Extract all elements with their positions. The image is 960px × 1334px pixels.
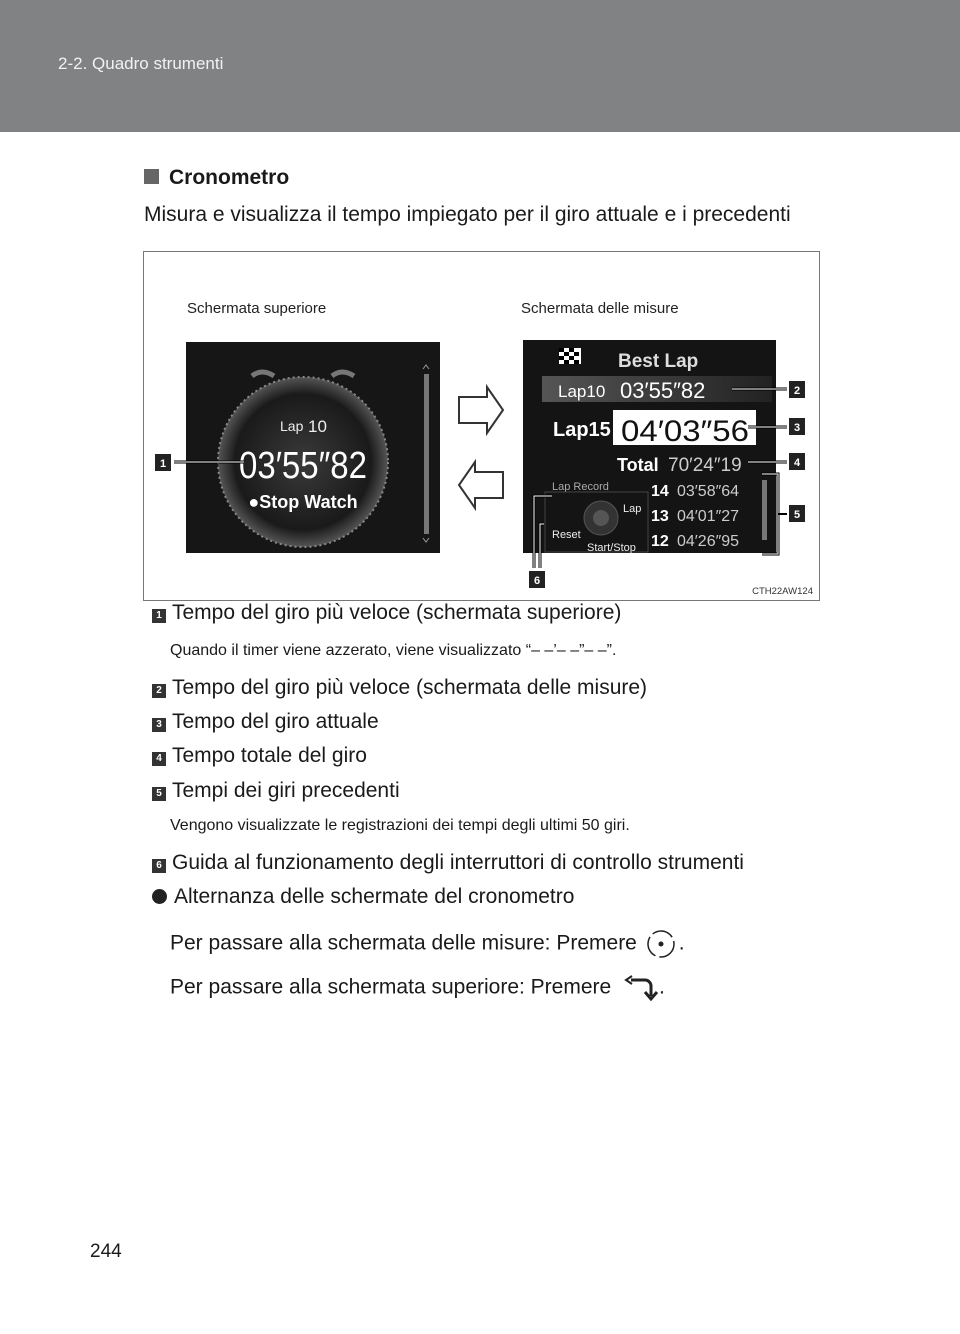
record-lap-2: 13 [651,508,669,525]
item-2: 2 Tempo del giro più veloce (schermata delle misure) [152,676,647,700]
switch-to-top: Per passare alla schermata superiore: Premere . [170,973,665,1003]
record-time-2: 04′01″27 [677,508,740,525]
figure-code: CTH22AW124 [752,586,813,597]
callout-3 [789,418,805,435]
item-5: 5 Tempi dei giri precedenti [152,779,400,803]
caption-top-screen: Schermata superiore [187,300,327,317]
page-number: 244 [90,1241,122,1262]
callout-4 [789,453,805,470]
figure-panel [143,251,820,601]
item-4: 4 Tempo totale del giro [152,744,367,768]
arrow-right-icon [459,387,503,433]
control-start-stop-label: Start/Stop [587,542,636,554]
checkered-flag-icon [559,348,581,364]
section-title: Cronometro [144,166,289,190]
record-time-3: 04′26″95 [677,533,740,550]
total-time: 70′24″19 [668,455,742,476]
svg-text:1: 1 [159,458,167,470]
item-3: 3 Tempo del giro attuale [152,710,379,734]
best-lap-time: 03′55″82 [620,378,706,403]
top-scrollbar [424,374,429,534]
switching-heading: Alternanza delle schermate del cronometro [152,885,574,909]
control-reset-label: Reset [552,529,581,541]
current-lap-time: 04′03″56 [621,415,749,448]
item-1: 1 Tempo del giro più veloce (schermata superiore) [152,601,621,625]
svg-text:2: 2 [793,385,801,397]
page-header [0,0,960,132]
callout-6 [529,571,545,588]
best-lap-label: Lap10 [558,382,606,401]
top-lap-label: Lap [280,418,304,434]
total-label: Total [617,455,659,475]
current-lap-label: Lap15 [553,419,611,441]
control-lap-label: Lap [623,503,642,515]
item-6: 6 Guida al funzionamento degli interruttori di controllo strumenti [152,851,744,875]
callout-5 [789,505,805,522]
svg-text:5: 5 [793,509,801,521]
top-lap-number: 10 [308,417,327,436]
figure-illustration [144,252,819,600]
note-item-5: Vengono visualizzate le registrazioni dei tempi degli ultimi 50 giri. [170,817,630,834]
section-description: Misura e visualizza il tempo impiegato per il giro attuale e i precedenti [144,203,791,226]
arrow-left-icon [459,462,503,508]
top-stop-watch: ●Stop Watch [248,492,358,512]
caption-measure-screen: Schermata delle misure [521,300,679,317]
enter-button-icon [643,929,679,959]
svg-text:6: 6 [533,575,541,587]
svg-text:4: 4 [793,457,801,469]
back-button-icon [617,973,659,1003]
svg-text:3: 3 [793,422,801,434]
chapter-title: 2-2. Quadro strumenti [58,54,224,73]
top-best-time: 03′55″82 [239,445,367,487]
record-time-1: 03′58″64 [677,483,740,500]
record-lap-1: 14 [651,483,669,500]
callout-2 [789,381,805,398]
lap-record-label: Lap Record [552,481,609,493]
square-bullet-icon [144,169,159,184]
bullet-icon [152,889,167,904]
measure-scrollbar [762,480,767,540]
switch-to-measure: Per passare alla schermata delle misure: Premere . [170,929,685,959]
measure-screen [523,340,787,568]
record-lap-3: 12 [651,533,669,550]
note-item-1: Quando il timer viene azzerato, viene visualizzato “– –’– –”– –”. [170,642,617,659]
top-screen [155,342,440,553]
best-lap-title: Best Lap [618,351,699,372]
